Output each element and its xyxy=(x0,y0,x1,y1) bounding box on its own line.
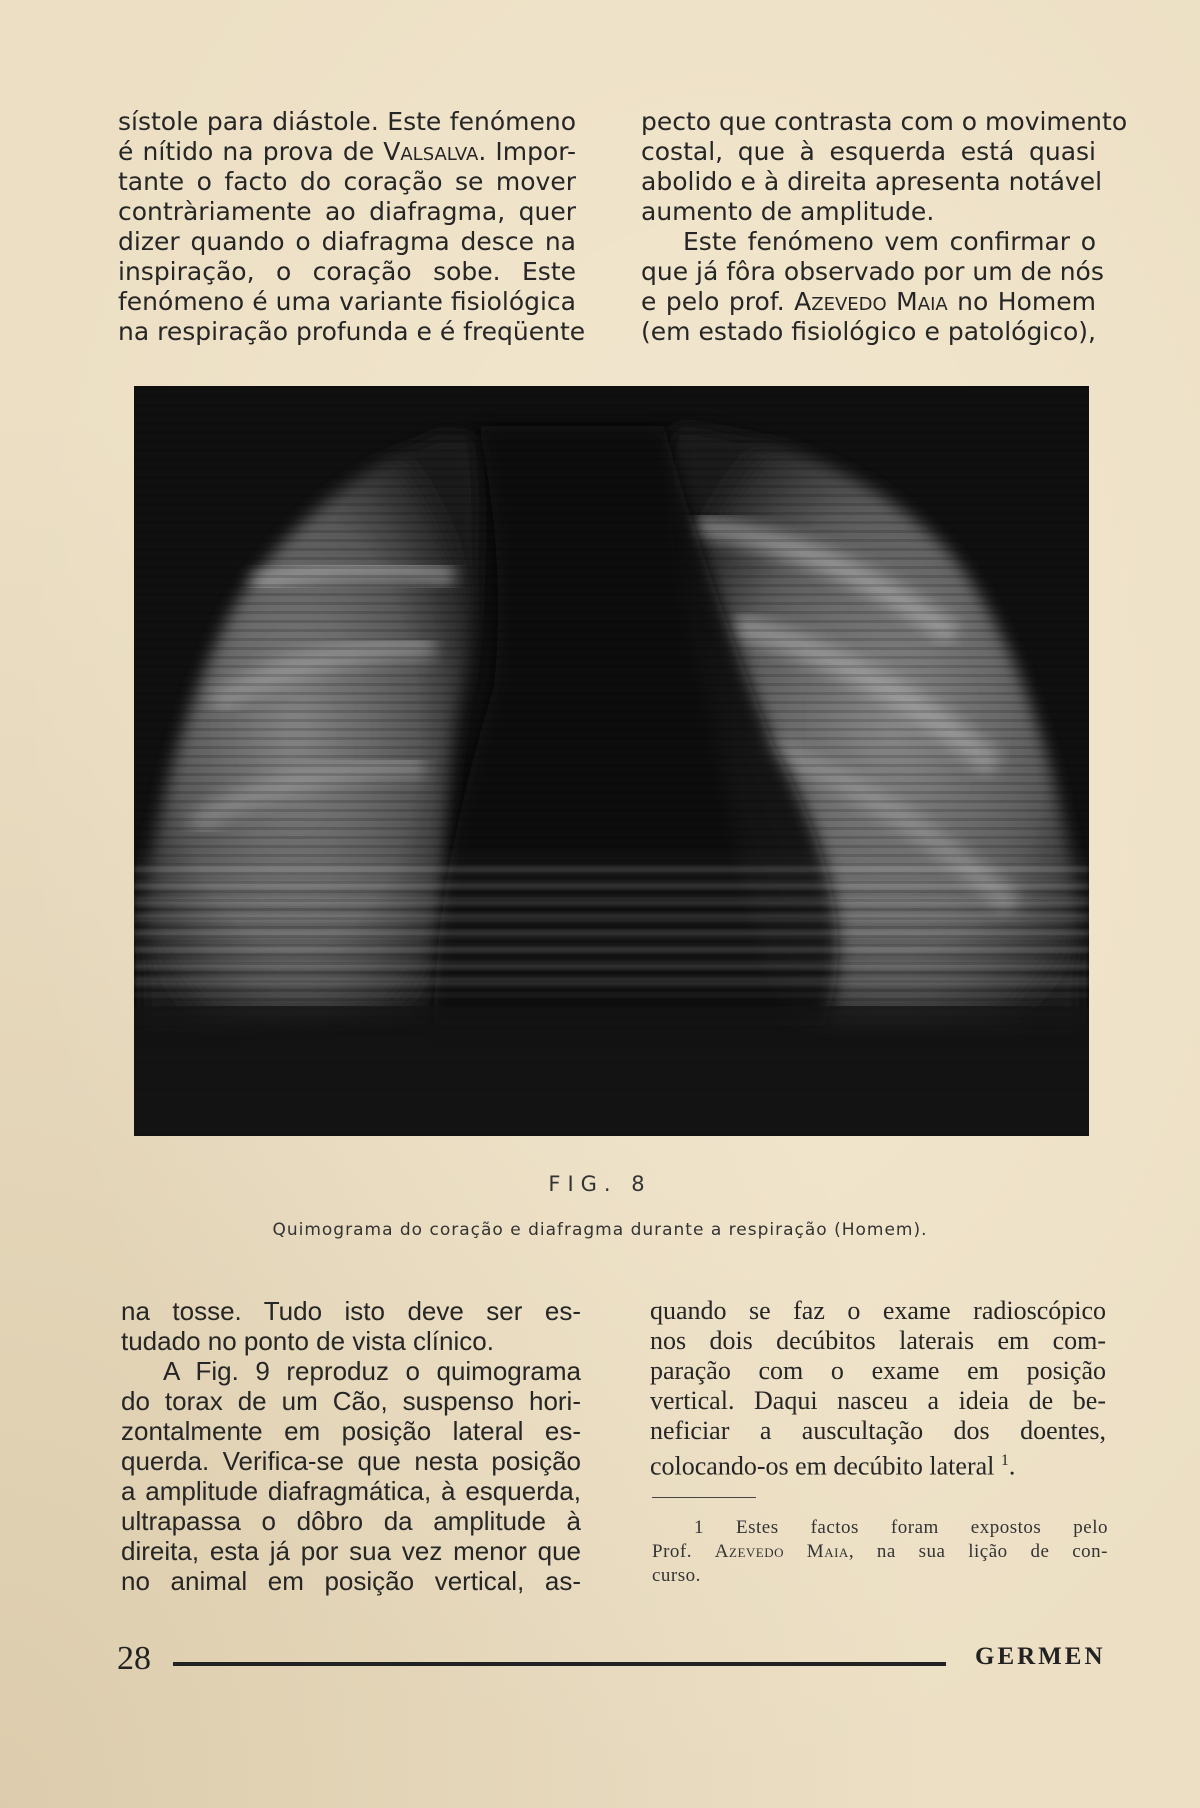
text-line: do torax de um Cão, suspenso hori- xyxy=(121,1386,581,1416)
text-line: colocando-os em decúbito lateral $^1$. xyxy=(650,1451,1016,1481)
top-left-column xyxy=(118,107,586,347)
figure-caption: Quimograma do coração e diafragma durante a respiração (Homem). xyxy=(272,1220,928,1240)
kymogram-image xyxy=(134,386,1089,1136)
bottom-left-column xyxy=(121,1296,581,1596)
text-line: inspiração, o coração sobe. Este xyxy=(118,257,576,286)
text-line: tante o facto do coração se mover xyxy=(118,167,576,196)
text-fragment: no Homem xyxy=(947,287,1096,316)
text-line: na respiração profunda e é freqüente xyxy=(118,317,586,346)
text-line: paração com o exame em posição xyxy=(650,1356,1106,1385)
author-name: Valsalva xyxy=(383,137,479,166)
text-line: zontalmente em posição lateral es- xyxy=(121,1416,581,1446)
text-line: neficiar a auscultação dos doentes, xyxy=(650,1416,1106,1445)
text-fragment: e pelo prof. xyxy=(641,287,795,316)
text-fragment: Prof. xyxy=(652,1541,715,1562)
text-line: a amplitude diafragmática, à esquerda, xyxy=(121,1476,581,1506)
kymogram-figure xyxy=(134,386,1089,1136)
text-line: tudado no ponto de vista clínico. xyxy=(121,1326,494,1356)
text-line: A Fig. 9 reproduz o quimograma xyxy=(163,1356,581,1386)
text-line: 1 Estes factos foram expostos pelo xyxy=(694,1517,1108,1538)
text-line xyxy=(641,287,1096,317)
top-right-column xyxy=(641,107,1128,347)
bottom-right-column xyxy=(650,1296,1106,1482)
text-line: no animal em posição vertical, as- xyxy=(121,1566,581,1596)
footer-rule xyxy=(173,1662,946,1666)
text-fragment: , na sua lição de con- xyxy=(848,1541,1108,1562)
text-line: fenómeno é uma variante fisiológica xyxy=(118,287,576,316)
text-line: aumento de amplitude. xyxy=(641,197,935,226)
text-line: (em estado fisiológico e patológico), xyxy=(641,317,1096,346)
footnote-reference: 1 xyxy=(1000,1452,1009,1469)
text-line: Este fenómeno vem confirmar o xyxy=(683,227,1096,256)
text-line: quando se faz o exame radioscópico xyxy=(650,1296,1106,1325)
text-line: abolido e à direita apresenta notável xyxy=(641,167,1103,196)
text-line: curso. xyxy=(652,1565,701,1586)
text-line: sístole para diástole. Este fenómeno xyxy=(118,107,576,136)
text-line xyxy=(118,137,576,167)
text-fragment: . Impor- xyxy=(478,137,576,166)
text-line: na tosse. Tudo isto deve ser es- xyxy=(121,1296,581,1326)
text-line: vertical. Daqui nasceu a ideia de be- xyxy=(650,1386,1106,1415)
footnote xyxy=(652,1516,1108,1588)
text-line: que já fôra observado por um de nós xyxy=(641,257,1104,286)
text-line: ultrapassa o dôbro da amplitude à xyxy=(121,1506,581,1536)
text-line: querda. Verifica-se que nesta posição xyxy=(121,1446,581,1476)
text-line: contràriamente ao diafragma, quer xyxy=(118,197,576,226)
text-line: dizer quando o diafragma desce na xyxy=(118,227,576,256)
text-line: nos dois decúbitos laterais em com- xyxy=(650,1326,1106,1355)
text-line xyxy=(652,1540,1108,1564)
text-line: costal, que à esquerda está quasi xyxy=(641,137,1096,166)
text-line: pecto que contrasta com o movimento xyxy=(641,107,1128,136)
footnote-divider xyxy=(652,1497,756,1498)
text-fragment: é nítido na prova de xyxy=(118,137,384,166)
text-line: direita, esta já por sua vez menor que xyxy=(121,1536,581,1566)
journal-name: GERMEN xyxy=(975,1643,1106,1670)
author-name: Azevedo Maia xyxy=(794,287,948,316)
author-name: Azevedo Maia xyxy=(714,1541,849,1562)
figure-label: FIG. 8 xyxy=(548,1172,652,1196)
page-number: 28 xyxy=(117,1640,151,1677)
